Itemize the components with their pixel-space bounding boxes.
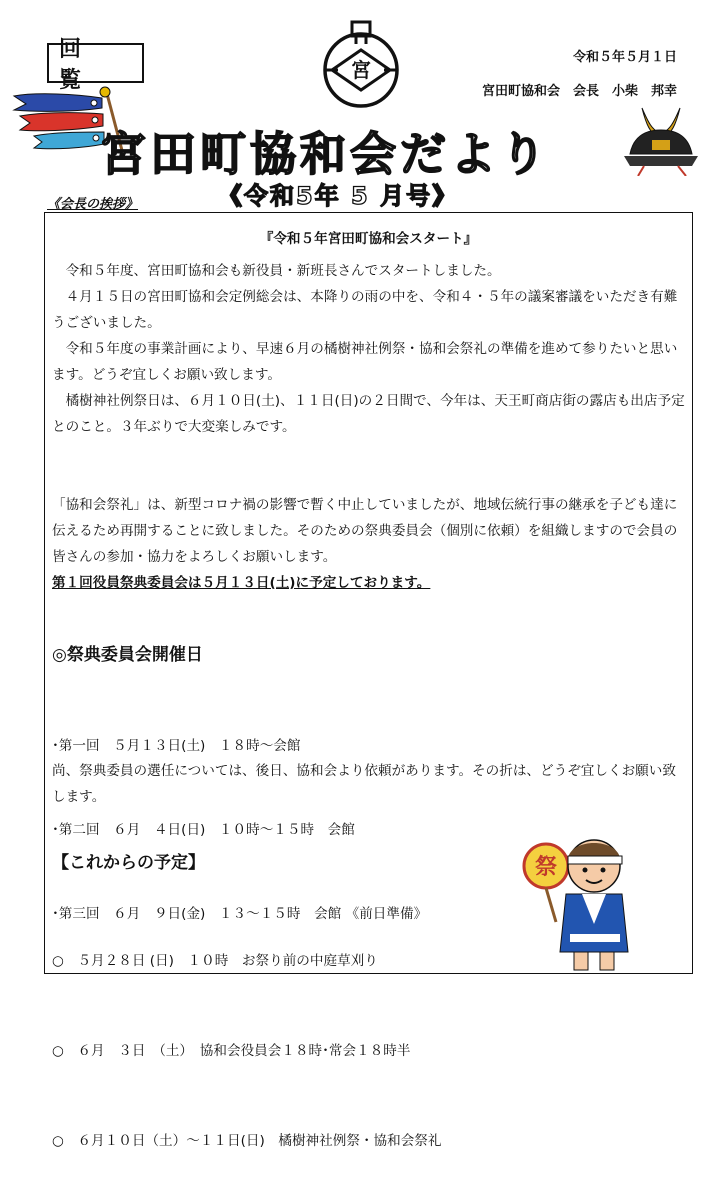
committee-item: ･第二回 ６月 ４日(日) １０時～１５時 会館: [52, 822, 355, 838]
committee-note: [52, 758, 686, 810]
kairan-box: 回 覧: [47, 43, 144, 83]
issue-subtitle: 《令和5年 5 月号》: [218, 182, 459, 210]
committee-item: ･第一回 ５月１３日(土) １８時～会館: [52, 738, 301, 754]
emblem-char: 宮: [351, 58, 371, 82]
schedule-item: ○ ５月２８日 (日) １０時 お祭り前の中庭草刈り: [52, 953, 378, 969]
author: 宮田町協和会 会長 小柴 邦幸: [481, 84, 677, 99]
greeting-paragraph-4: 橘樹神社例祭日は、６月１０日(土)、１１日(日)の２日間で、今年は、天王町商店街の露店も出店予定とのこと。３年ぶりで大変楽しみです。: [52, 393, 685, 435]
festival-boy-icon: [520, 832, 640, 974]
newsletter-title: 宮田町協和会だより: [100, 127, 550, 181]
schedule-heading: 【これからの予定】: [52, 853, 205, 873]
greeting-label: 《会長の挨拶》: [47, 197, 139, 212]
greeting-paragraph-1: 令和５年度、宮田町協和会も新役員・新班長さんでスタートしました。: [65, 263, 501, 279]
issue-date: 令和５年５月１日: [572, 50, 677, 65]
festival-block: [52, 492, 686, 596]
greeting-heading: 『令和５年宮田町協和会スタート』: [259, 231, 478, 247]
samurai-helmet-icon: [622, 104, 700, 176]
town-emblem-icon: [318, 20, 404, 110]
committee-note-text: 尚、祭典委員の選任については、後日、協和会より依頼があります。その折は、どうぞ宜しくお願い致します。: [52, 763, 676, 805]
greeting-paragraph-3: 令和５年度の事業計画により、早速６月の橘樹神社例祭・協和会祭礼の準備を進めて参りたいと思います。どうぞ宜しくお願い致します。: [52, 341, 678, 383]
committee-item: ･第三回 ６月 ９日(金) １３～１５時 会館 《前日準備》: [52, 906, 428, 922]
committee-heading: ◎祭典委員会開催日: [52, 645, 203, 665]
schedule-item: ○ ６月 ３日 （土） 協和会役員会１８時･常会１８時半: [52, 1043, 411, 1059]
festival-paragraph: 「協和会祭礼」は、新型コロナ禍の影響で暫く中止していましたが、地域伝統行事の継承を子ども達に伝えるため再開することに致しました。そのための祭典委員会（個別に依頼）を組織しますので会員の皆さんの参加・協力をよろしくお願いします。: [52, 497, 678, 565]
first-meeting-notice: 第１回役員祭典委員会は５月１３日(土)に予定しております。: [52, 575, 431, 591]
greeting-paragraph-2: ４月１５日の宮田町協和会定例総会は、本降りの雨の中を、令和４・５年の議案審議をいただき有難うございました。: [52, 289, 678, 331]
mascot-char: 祭: [534, 855, 558, 880]
schedule-item: ○ ６月１０日（土）～１１日(日) 橘樹神社例祭・協和会祭礼: [52, 1133, 442, 1149]
schedule-list: [52, 886, 442, 1186]
greeting-body: [52, 258, 686, 440]
